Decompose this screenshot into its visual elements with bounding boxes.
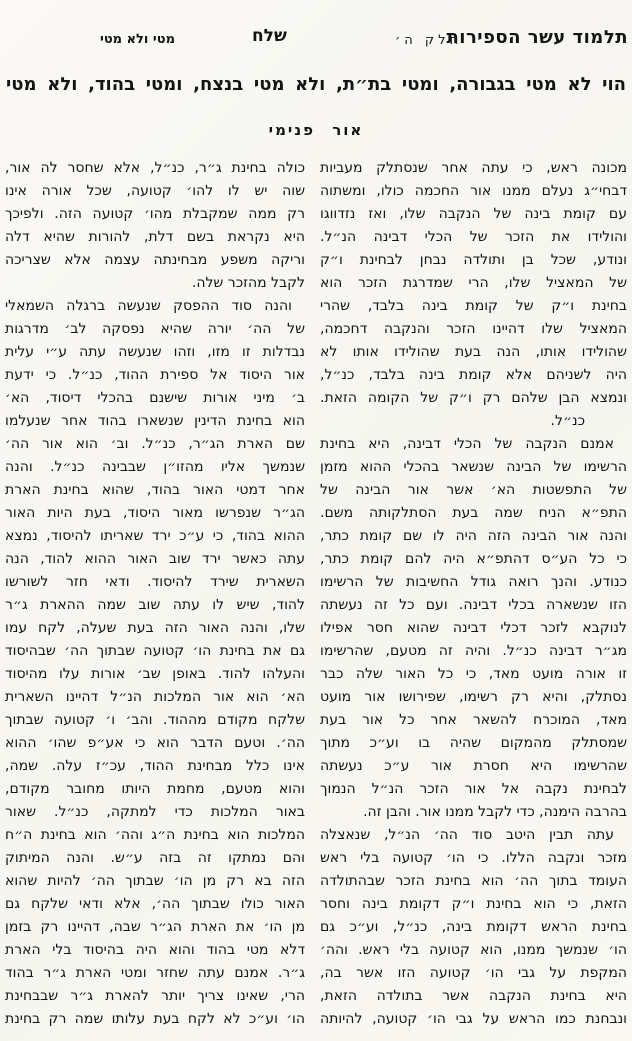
text-line: בחינת הראש דקומת בינה, כנ״ל, וע״כ גם [320, 919, 627, 935]
text-line: והם נמתקו זה בזה ע״ש. והנה המיתוק [5, 850, 305, 866]
text-line: הג״ר שנפרשו מאור היסוד, בעת היות האור [5, 505, 305, 521]
text-columns [5, 157, 627, 1041]
text-line: בהרבה הימנה, כדי לקבל ממנו אור. והבן זה. [363, 804, 627, 820]
text-line: כולה בחינת ג״ר, כנ״ל, אלא שחסר לה אור, [5, 160, 305, 176]
text-line: לקבל מהזכר שלה. [191, 275, 305, 291]
text-line: דבחי״ג נעלם ממנו אור החכמה כולו, ומשתוה [320, 183, 627, 199]
text-line: הה׳. וטעם הדבר הוא כי אע״פ שהו׳ ההוא [5, 735, 305, 751]
text-line: האור כולו שבתוך הה׳, אלא ודאי שלקח גם [5, 896, 305, 912]
text-line: שמסתלק מהמקום שהיה בו וע״כ מתוך [320, 735, 627, 751]
text-line: שוה יש לו להו׳ קטועה, שכל אורה אינו [5, 183, 305, 199]
paragraph [320, 824, 627, 1031]
text-line: היא נקראת בשם דלת, להורות שהיא דלה [5, 229, 305, 245]
text-line: נסתלק, והיא רק רשימו, שפירושו אור מועט [320, 689, 627, 705]
text-line: בחינת ו״ק של קומת בינה בלבד, שהרי [320, 298, 627, 314]
text-line: זו אורה מועט מאד, כי כל האור שלה כבר [320, 666, 627, 682]
text-line: נבדלות זו מזו, וזהו שנעשה עתה ע״י עלית [5, 344, 305, 360]
text-line: באור המלכות כדי למתקה, כנ״ל. שאור [5, 804, 305, 820]
text-line: העומד בתוך הה׳ הוא בחינת הזכר שבהתולדה [320, 873, 627, 889]
text-line: המלכות הוא בחינת ה״ג והה׳ הוא בחינת ה״ח [5, 827, 305, 843]
text-line: עם קומת בינה של הנקבה שלו, ואז נזדווגו [320, 206, 627, 222]
running-title: תלמוד עשר הספירות [446, 27, 628, 48]
text-line: של המאציל שלו, הרי שמדרגת הזכר הוא [320, 275, 627, 291]
text-line: שהרשימו היא חסרת אור ע״כ נעשתה [320, 758, 627, 774]
text-line: מזכר ונקבה הללו. כי הו׳ קטועה בלי ראש [320, 850, 627, 866]
text-line: ב׳ מיני אורות שישנם בהכלי דיסוד, הא׳ [5, 390, 305, 406]
text-line: כנ״ל. [550, 413, 585, 429]
text-line: הוא בחינת הדינין שנשארו בהוד אחר שנעלמו [5, 413, 305, 429]
text-line: מכונה ראש, כי עתה אחר שנסתלק מעביות [320, 160, 627, 176]
page-header [0, 0, 632, 70]
text-line: לנוקבא לזכר דכלי דבינה שהוא חסר אפילו [320, 620, 627, 636]
text-line: היא בחינת הנקבה אשר בתולדה הזאת, [320, 988, 627, 1004]
headline: הוי לא מטי בגבורה, ומטי בת״ת, ולא מטי בנצח, ומטי בהוד, ולא מטי [6, 74, 626, 95]
text-line: מאד, המוכרח להשאר אחר כל אור בעת [320, 712, 627, 728]
text-line: הזאת, כי הוא בחינת ו״ק דקומת בינה וחסר [320, 896, 627, 912]
text-line: גם את בחינת הו׳ קטועה שבתוך הה׳ שבהיסוד [5, 643, 305, 659]
text-line: אמנם הנקבה של הכלי דבינה, היא בחינת [320, 436, 614, 452]
text-line: ההוא בהוד, כי ע״כ ירד שאריתו להיסוד, נמצא [5, 528, 305, 544]
topic-label: מטי ולא מטי [100, 32, 175, 47]
text-line: כנודע. והנך רואה גודל החשיבות של הרשימו [320, 574, 627, 590]
text-line: שלו, והנה האור הזה בעת שעלה, לקח עמו [5, 620, 305, 636]
text-line: התפ״א הניח שמה בעת הסתלקותה משם. [320, 505, 627, 521]
text-line: מג״ר דבינה כנ״ל. והיה זה מטעם, שהרשימו [320, 643, 627, 659]
page-number-mark: שלח [252, 26, 287, 46]
text-line: המאציל שלו דהיינו הזכר והנקבה דחכמה, [320, 321, 627, 337]
text-line: עתה תבין היטב סוד הה׳ הנ״ל, שנאצלה [320, 827, 614, 843]
text-line: והולידו את הזכר של הכלי דבינה הנ״ל. [320, 229, 627, 245]
text-line: עתה כאשר ירד שוב האור ההוא להוד, הנה [5, 551, 305, 567]
text-column-right [320, 157, 627, 1041]
text-column-left [5, 157, 305, 1041]
part-label: חלק ה׳ [394, 33, 462, 48]
text-line: של התפשטות הא׳ אשר אור הבינה של [320, 482, 627, 498]
text-line: של הה׳ יורה שהיא נפסקה לב׳ מדרגות [5, 321, 305, 337]
text-line: שהולידו אותו, הנה בעת שהולידו אותו לא [320, 344, 627, 360]
text-line: אור היסוד אל ספירת ההוד, כנ״ל. כי ידעת [5, 367, 305, 383]
paragraph [5, 295, 305, 1031]
text-line: וריקה משפע מבחינתה עצמה אלא שצריכה [5, 252, 305, 268]
text-line: והוא מטעם, מחמת היותו מחובר מקודם, [5, 781, 305, 797]
text-line: והנה סוד ההפסק שנעשה ברגלה השמאלי [5, 298, 292, 314]
paragraph [320, 433, 627, 824]
text-line: השארית שירד להיסוד. ודאי חזר לשורשו [5, 574, 305, 590]
text-line: הו׳ שנמשך ממנו, הוא קטועה בלי ראש. והה׳ [320, 942, 627, 958]
section-heading: אור פנימי [268, 121, 364, 139]
text-line: היה לשניהם אלא קומת בינה בלבד, כנ״ל, [320, 367, 627, 383]
text-line: ונבחנת כמו הראש על גבי הו׳ קטועה, להיותה [320, 1011, 627, 1027]
text-line: הרשימו של הבינה שנשאר בהכלי ההוא מזמן [320, 459, 627, 475]
text-line: להוד, שיש לו עתה שוב שמה ההארת ג״ר [5, 597, 305, 613]
text-line: הזו שנשארה בכלי דבינה. ועם כל זה נעשתה [320, 597, 627, 613]
text-line: שנמשך אליו מהזו״ן שבבינה כנ״ל. והנה [5, 459, 305, 475]
text-line: הזה בא רק מן הו׳ שבתוך הה׳ להיות שהוא [5, 873, 305, 889]
text-line: דלא מטי בהוד והוא היה בהיסוד בלי הארת [5, 942, 305, 958]
text-line: רק ממה שמקבלת מהו׳ קטועה הזה. ולפיכך [5, 206, 305, 222]
text-line: לבחינת נקבה אל אור הזכר הנ״ל הנמוך [320, 781, 627, 797]
text-line: אחר דמטי האור בהוד, שהוא בחינת הארת [5, 482, 305, 498]
text-line: הו׳ וע״כ לא לקח בעת עלותו שמה רק בחינת [5, 1011, 305, 1027]
text-line: ונודע, שכל בן ותולדה נבחן לבחינת ו״ק [320, 252, 627, 268]
text-line: והנה אור הבינה הזה היה לו שם קומת כתר, [320, 528, 627, 544]
text-line: הרי, שאינו צריך יותר להארת ג״ר שבבחינת [5, 988, 305, 1004]
paragraph [320, 157, 627, 433]
text-line: הא׳ הוא אור המלכות הנ״ל דהיינו השארית [5, 689, 305, 705]
text-line: שלקח מקודם מההוד. והב׳ ו׳ קטועה שבתוך [5, 712, 305, 728]
text-line: והעלהו להוד. באופן שב׳ אורות עלו מהיסוד [5, 666, 305, 682]
text-line: אינו כלל מבחינת ההוד, עכ״ז עלה. שמה, [5, 758, 305, 774]
text-line: המקפת על גבי הו׳ קטועה הזו אשר בה, [320, 965, 627, 981]
text-line: ג״ר. אמנם עתה שחזר ומטי הארת ג״ר בהוד [5, 965, 305, 981]
text-line: שם הארת הג״ר, כנ״ל. וב׳ הוא אור הה׳ [5, 436, 305, 452]
text-line: מן הו׳ את הארת הג״ר שבה, דהיינו רק בזמן [5, 919, 305, 935]
paragraph [5, 157, 305, 295]
text-line: ונמצא הבן שלהם רק ו״ק של הקומה הזאת. [320, 390, 627, 406]
text-line: כי כל הע״ס דהתפ״א היה להם קומת כתר, [320, 551, 627, 567]
